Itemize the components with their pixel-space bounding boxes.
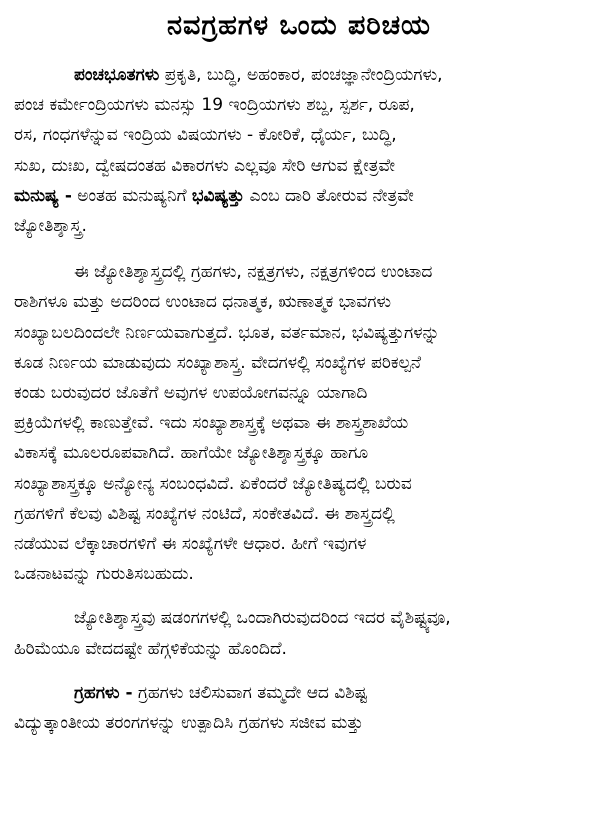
text-run: ಗ್ರಹಗಳು ಚಲಿಸುವಾಗ ತಮ್ಮದೇ ಆದ ವಿಶಿಷ್ಟ xyxy=(132,682,368,703)
bold-term: ಗ್ರಹಗಳು - xyxy=(74,682,133,703)
paragraph-intro xyxy=(14,60,584,241)
text-line: ಜ್ಯೋತಿಶ್ಶಾಸ್ತ್ರ. xyxy=(14,216,87,237)
text-line: ಹಿರಿಮೆಯೂ ವೇದದಷ್ಟೇ ಹೆಗ್ಗಳಿಕೆಯನ್ನು ಹೊಂದಿದೆ. xyxy=(14,638,287,659)
text-line xyxy=(14,181,584,211)
text-line: ಸಂಖ್ಯಾಶಾಸ್ತ್ರಕ್ಕೂ ಅನ್ಯೋನ್ಯ ಸಂಬಂಧವಿದೆ. ಏಕೆಂದರೆ ಜ್ಯೋತಿಷ್ಯದಲ್ಲಿ ಬರುವ xyxy=(14,473,412,494)
text-line: ಸಂಖ್ಯಾಬಲದಿಂದಲೇ ನಿರ್ಣಯವಾಗುತ್ತದೆ. ಭೂತ, ವರ್ತಮಾನ, ಭವಿಷ್ಯತ್ತುಗಳನ್ನು xyxy=(14,322,440,343)
text-run: ಎಂಬ ದಾರಿ ತೋರುವ ನೇತ್ರವೇ xyxy=(244,185,414,206)
text-line: ಒಡನಾಟವನ್ನು ಗುರುತಿಸಬಹುದು. xyxy=(14,564,194,585)
text-run: ಪ್ರಕೃತಿ, ಬುದ್ಧಿ, ಅಹಂಕಾರ, ಪಂಚಜ್ಞಾನೇಂದ್ರಿಯಗಳು, xyxy=(159,65,443,85)
paragraph-planets xyxy=(14,678,584,738)
bold-term: ಮನುಷ್ಯ - xyxy=(14,185,72,206)
text-line: ವಿದ್ಯುತ್ಕಾಂತೀಯ ತರಂಗಗಳನ್ನು ಉತ್ಪಾದಿಸಿ ಗ್ರಹಗಳು ಸಜೀವ ಮತ್ತು xyxy=(14,713,364,734)
paragraph-vedanga xyxy=(14,603,584,663)
text-line xyxy=(14,678,584,708)
text-line: ರಾಶಿಗಳೂ ಮತ್ತು ಅದರಿಂದ ಉಂಟಾದ ಧನಾತ್ಮಕ, ಋಣಾತ್ಮಕ ಭಾವಗಳು xyxy=(14,292,392,313)
text-line: ರಸ, ಗಂಧಗಳೆನ್ನುವ ಇಂದ್ರಿಯ ವಿಷಯಗಳು - ಕೋರಿಕೆ, ಧೈರ್ಯ, ಬುದ್ಧಿ, xyxy=(14,125,397,146)
text-line: ಜ್ಯೋತಿಶ್ಶಾಸ್ತ್ರವು ಷಡಂಗಗಳಲ್ಲಿ ಒಂದಾಗಿರುವುದರಿಂದ ಇದರ ವೈಶಿಷ್ಟ್ಯವೂ, xyxy=(74,608,451,629)
text-line: ಕೂಡ ನಿರ್ಣಯ ಮಾಡುವುದು ಸಂಖ್ಯಾಶಾಸ್ತ್ರ. ವೇದಗಳಲ್ಲಿ ಸಂಖ್ಯೆಗಳ ಪರಿಕಲ್ಪನೆ xyxy=(14,352,422,373)
page-title: ನವಗ್ರಹಗಳ ಒಂದು ಪರಿಚಯ xyxy=(167,10,431,41)
text-line: ನಡೆಯುವ ಲೆಕ್ಕಾಚಾರಗಳಿಗೆ ಈ ಸಂಖ್ಯೆಗಳೇ ಆಧಾರ. ಹೀಗೆ ಇವುಗಳ xyxy=(14,534,367,555)
text-line: ಸುಖ, ದುಃಖ, ದ್ವೇಷದಂತಹ ವಿಕಾರಗಳು ಎಲ್ಲವೂ ಸೇರಿ ಆಗುವ ಕ್ಷೇತ್ರವೇ xyxy=(14,155,396,176)
text-run: ಅಂತಹ ಮನುಷ್ಯನಿಗೆ xyxy=(71,185,192,206)
bold-term: ಭವಿಷ್ಯತ್ತು xyxy=(191,185,245,206)
text-line: ಈ ಜ್ಯೋತಿಶ್ಶಾಸ್ತ್ರದಲ್ಲಿ ಗ್ರಹಗಳು, ನಕ್ಷತ್ರಗಳು, ನಕ್ಷತ್ರಗಳಿಂದ ಉಂಟಾದ xyxy=(74,262,433,283)
text-line: ಪಂಚ ಕರ್ಮೇಂದ್ರಿಯಗಳು ಮನಸ್ಸು 19 ಇಂದ್ರಿಯಗಳು ಶಬ್ದ, ಸ್ಪರ್ಶ, ರೂಪ, xyxy=(14,95,415,116)
text-line: ಕಂಡು ಬರುವುದರ ಜೊತೆಗೆ ಅವುಗಳ ಉಪಯೋಗವನ್ನೂ ಯಾಗಾದಿ xyxy=(14,383,368,404)
text-line: ಗ್ರಹಗಳಿಗೆ ಕೆಲವು ವಿಶಿಷ್ಟ ಸಂಖ್ಯೆಗಳ ನಂಟಿದೆ, ಸಂಕೇತವಿದೆ. ಈ ಶಾಸ್ತ್ರದಲ್ಲಿ xyxy=(14,503,395,524)
text-line xyxy=(14,60,584,90)
text-line: ವಿಕಾಸಕ್ಕೆ ಮೂಲರೂಪವಾಗಿದೆ. ಹಾಗೆಯೇ ಜ್ಯೋತಿಶ್ಶಾಸ್ತ್ರಕ್ಕೂ ಹಾಗೂ xyxy=(14,443,369,464)
text-line: ಪ್ರಕ್ರಿಯೆಗಳಲ್ಲಿ ಕಾಣುತ್ತೇವೆ. ಇದು ಸಂಖ್ಯಾಶಾಸ್ತ್ರಕ್ಕೆ ಅಥವಾ ಈ ಶಾಸ್ತ್ರಶಾಖೆಯ xyxy=(14,413,409,434)
bold-term: ಪಂಚಭೂತಗಳು xyxy=(74,65,160,85)
paragraph-numerology xyxy=(14,257,584,589)
